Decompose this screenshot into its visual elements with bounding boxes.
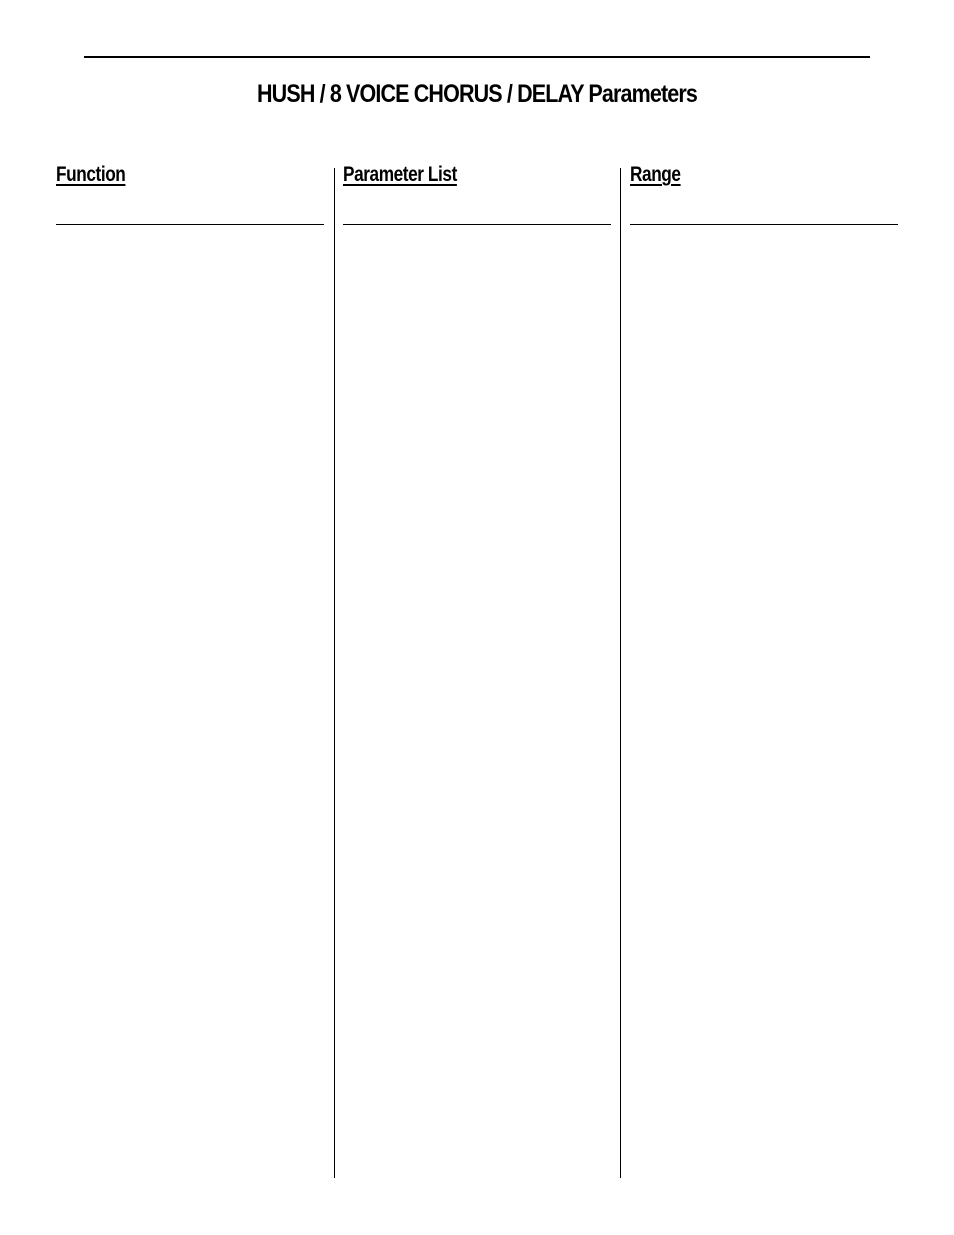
column-heading-range: Range — [630, 163, 681, 186]
page-title: HUSH / 8 VOICE CHORUS / DELAY Parameters — [257, 80, 697, 108]
column-heading-function: Function — [56, 163, 126, 186]
column-rule-parameter-list — [343, 224, 611, 225]
column-rule-range — [630, 224, 898, 225]
column-heading-parameter-list: Parameter List — [343, 163, 457, 186]
column-rule-function — [56, 224, 324, 225]
column-divider-2 — [620, 168, 621, 1178]
top-rule — [84, 56, 870, 58]
column-divider-1 — [334, 168, 335, 1178]
